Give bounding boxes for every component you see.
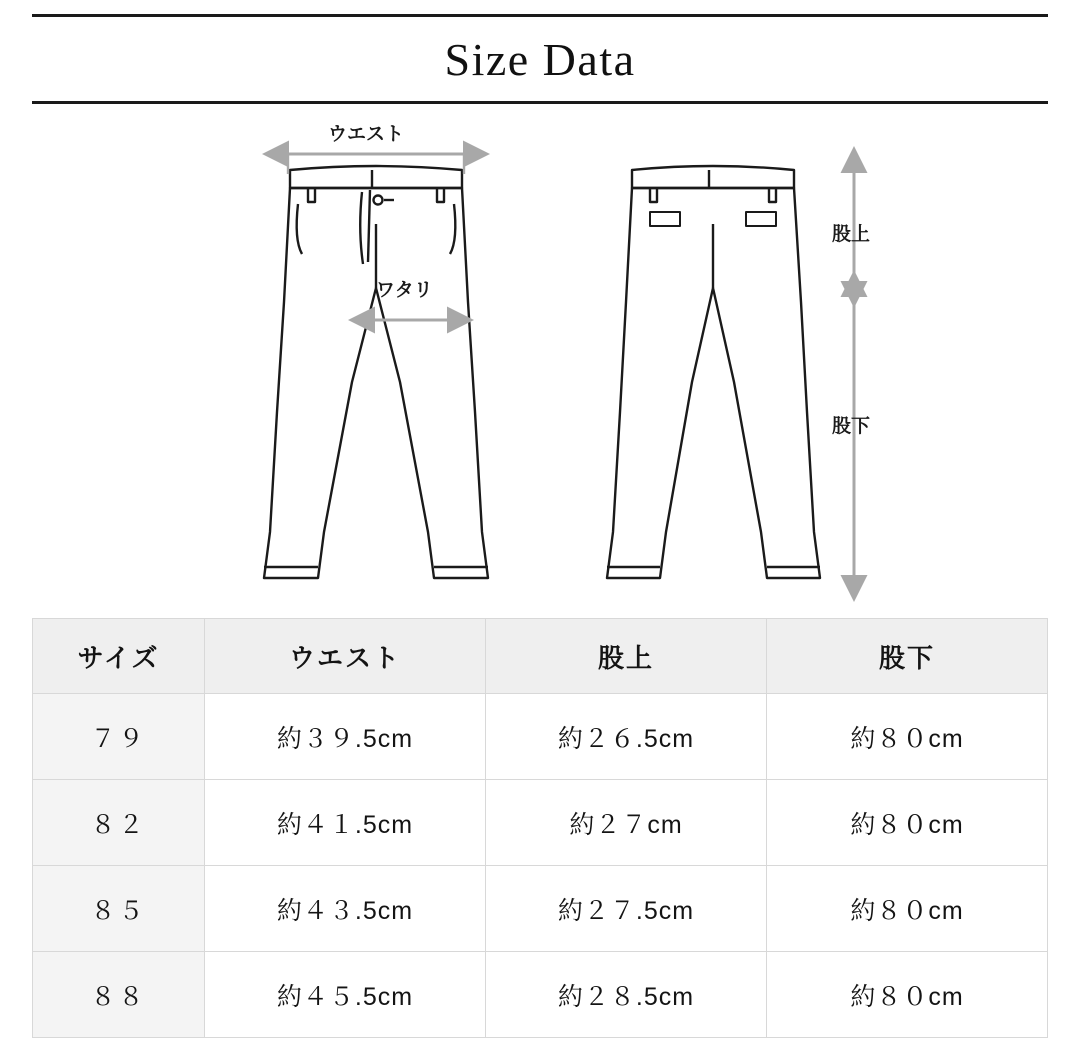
cell-waist: 約３９.5cm bbox=[205, 694, 486, 780]
cell-inseam: 約８０cm bbox=[767, 780, 1048, 866]
cell-inseam: 約８０cm bbox=[767, 952, 1048, 1038]
page-title-block bbox=[32, 14, 1048, 104]
table-row bbox=[33, 866, 1048, 952]
table-row bbox=[33, 780, 1048, 866]
cell-size: ７９ bbox=[33, 694, 205, 780]
cell-inseam: 約８０cm bbox=[767, 694, 1048, 780]
cell-rise: 約２７.5cm bbox=[486, 866, 767, 952]
column-header-inseam: 股下 bbox=[767, 619, 1048, 694]
thigh-label: ワタリ bbox=[376, 280, 433, 301]
pants-back-illustration bbox=[607, 166, 820, 578]
cell-inseam: 約８０cm bbox=[767, 866, 1048, 952]
page-title: Size Data bbox=[444, 33, 636, 85]
column-header-size: サイズ bbox=[33, 619, 205, 694]
rise-label: 股上 bbox=[832, 224, 871, 245]
table-row bbox=[33, 694, 1048, 780]
cell-size: ８２ bbox=[33, 780, 205, 866]
size-table bbox=[32, 618, 1048, 1038]
cell-size: ８８ bbox=[33, 952, 205, 1038]
table-header-row bbox=[33, 619, 1048, 694]
cell-waist: 約４３.5cm bbox=[205, 866, 486, 952]
pants-front-illustration bbox=[264, 166, 488, 578]
measurement-diagram bbox=[32, 112, 1048, 612]
cell-waist: 約４１.5cm bbox=[205, 780, 486, 866]
column-header-waist: ウエスト bbox=[205, 619, 486, 694]
waist-label: ウエスト bbox=[328, 124, 405, 145]
column-header-rise: 股上 bbox=[486, 619, 767, 694]
cell-size: ８５ bbox=[33, 866, 205, 952]
table-row bbox=[33, 952, 1048, 1038]
cell-rise: 約２８.5cm bbox=[486, 952, 767, 1038]
cell-rise: 約２６.5cm bbox=[486, 694, 767, 780]
size-table-wrapper bbox=[32, 618, 1048, 1038]
cell-rise: 約２７cm bbox=[486, 780, 767, 866]
inseam-label: 股下 bbox=[832, 416, 871, 437]
waist-dimension-arrow bbox=[286, 154, 466, 174]
cell-waist: 約４５.5cm bbox=[205, 952, 486, 1038]
